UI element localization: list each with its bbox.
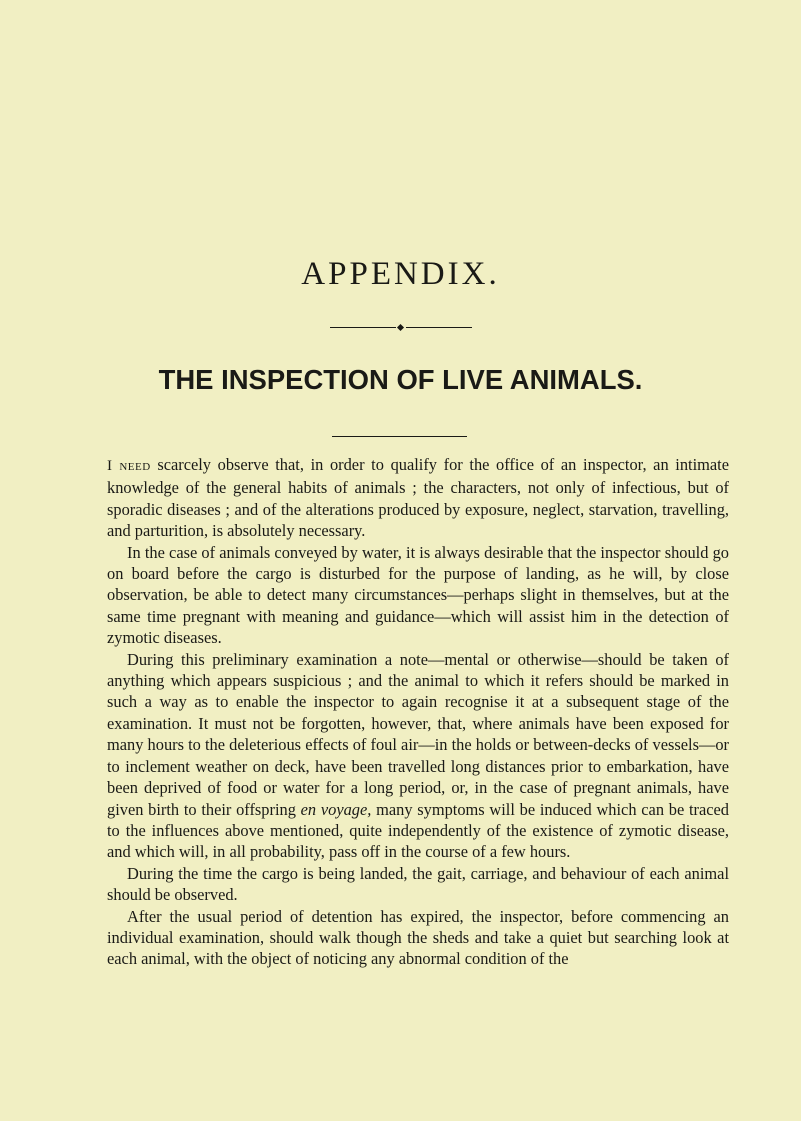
ornament-diamond xyxy=(397,324,404,331)
paragraph-1-text: scarcely observe that, in order to qualify for the office of an inspector, an intimate knowledge of the general habits of animals ; the characters, not only of infectious, but of sporadic diseases ; and of the alterations produced by exposure, neglect, starvation, travelling, and parturition, is absolutely necessary. xyxy=(107,455,730,541)
paragraph-3-text-after: many symptoms will be induced which can be traced to the influences above mentioned, quite independently of the existence of zymotic disease, and which will, in all probability, pass off in the course of a few hours. xyxy=(107,799,729,862)
title-ornament xyxy=(330,325,472,331)
paragraph-4: During the time the cargo is being landed, the gait, carriage, and behaviour of each animal should be observed. xyxy=(107,863,729,905)
paragraph-5: After the usual period of detention has expired, the inspector, before commencing an individual examination, should walk though the sheds and take a quiet but searching look at each animal, with the object of noticing any abnormal condition of the xyxy=(107,906,729,969)
paragraph-1-lead: I need xyxy=(107,458,151,474)
body-text xyxy=(107,454,729,970)
heading-rule xyxy=(332,436,467,437)
ornament-line-left xyxy=(330,327,396,328)
paragraph-3-text-before: During this preliminary examination a note—mental or otherwise—should be taken of anything which appears suspicious ; and the animal to which it refers should be marked in such a way as to enable the inspector to again recognise it at a subsequent stage of the examination. It must not be forgotten, however, that, where animals have been exposed for many hours to the deleterious effects of foul air—in the holds or between-decks of vessels—or to inclement weather on deck, have been travelled long distances prior to embarkation, have been deprived of food or water for a long period, or, in the case of pregnant animals, have given birth to their offspring xyxy=(107,649,729,819)
paragraph-1 xyxy=(107,454,729,542)
paragraph-3-italic: en voyage, xyxy=(300,799,372,819)
ornament-line-right xyxy=(406,327,472,328)
appendix-title: APPENDIX. xyxy=(301,256,500,292)
paragraph-3 xyxy=(107,649,729,863)
section-heading: THE INSPECTION OF LIVE ANIMALS. xyxy=(158,364,643,395)
paragraph-2: In the case of animals conveyed by water, it is always desirable that the inspector should go on board before the cargo is disturbed for the purpose of landing, as he will, by close observation, be able to detect many circumstances—perhaps slight in themselves, but at the same time pregnant with meaning and guidance—which will assist him in the detection of zymotic diseases. xyxy=(107,542,729,648)
